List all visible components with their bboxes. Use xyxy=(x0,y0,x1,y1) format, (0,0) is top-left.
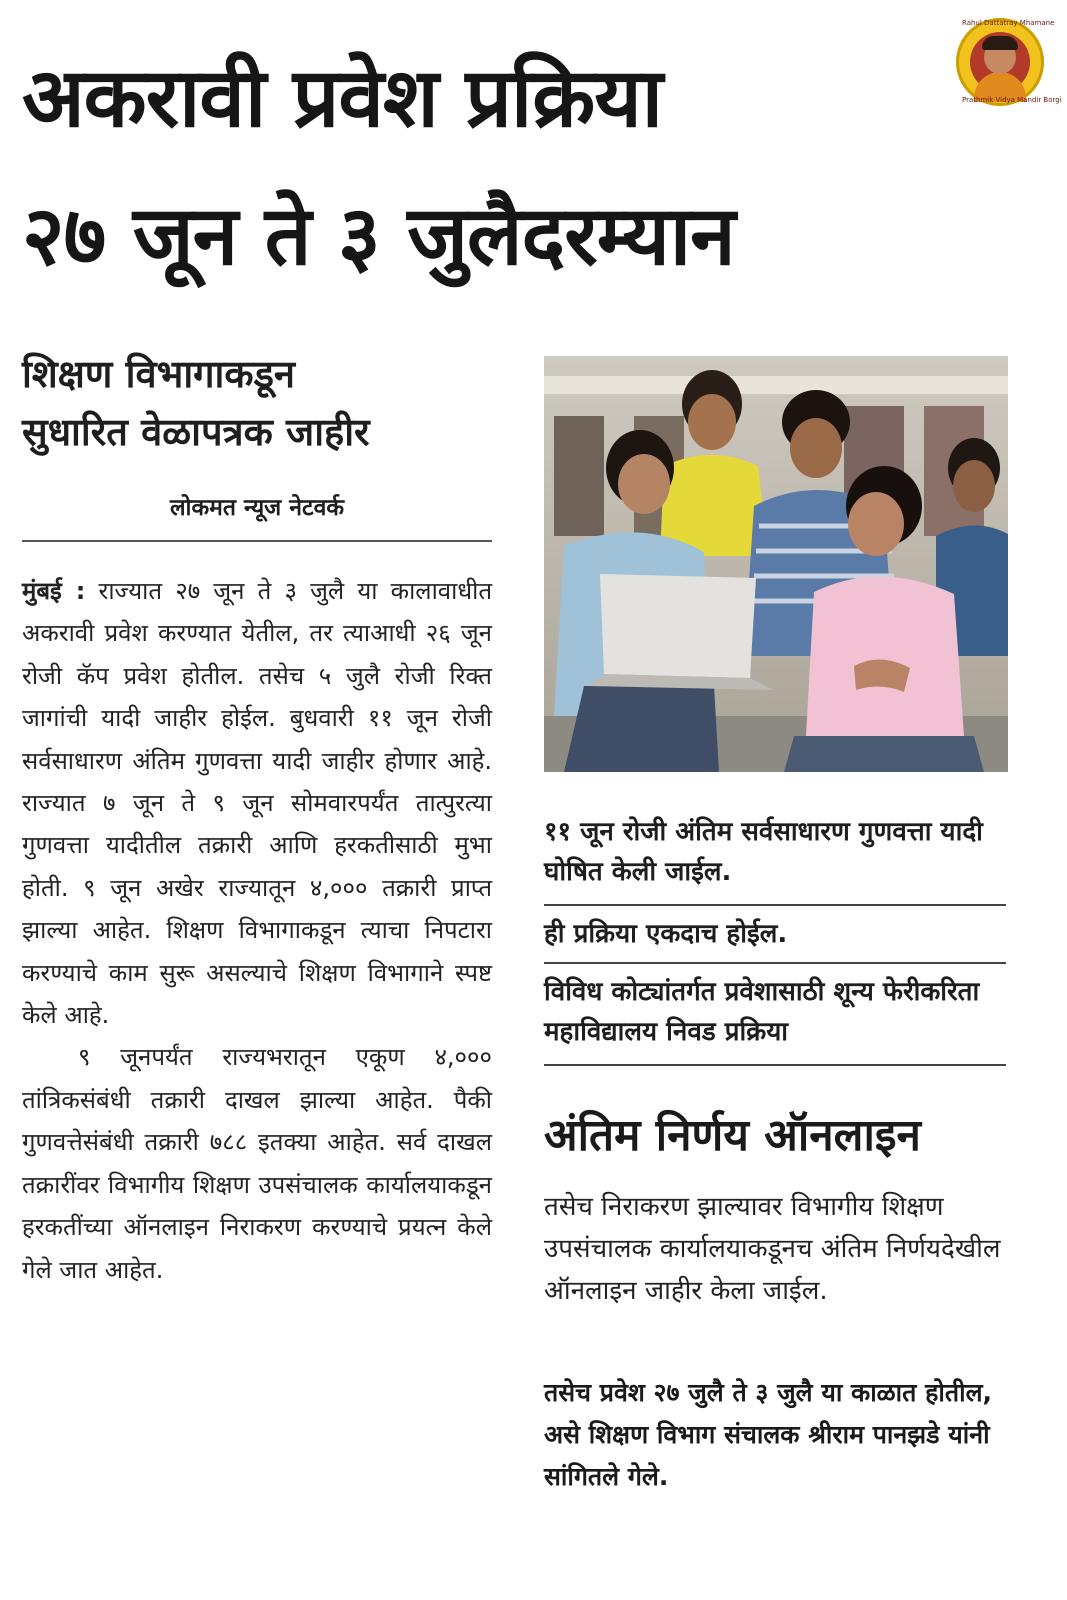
section-paragraph: तसेच निराकरण झाल्यावर विभागीय शिक्षण उपसंचालक कार्यालयाकडूनच अंतिम निर्णयदेखील ऑनलाइन जाहीर केला जाईल. xyxy=(544,1192,1001,1306)
closing-paragraph: तसेच प्रवेश २७ जुलै ते ३ जुलै या काळात होतील, असे शिक्षण विभाग संचालक श्रीराम पानझडे यांनी सांगितले गेले. xyxy=(544,1378,993,1491)
article-body xyxy=(22,570,492,1291)
highlight-2: ही प्रक्रिया एकदाच होईल. xyxy=(544,919,788,949)
dateline: मुंबई : xyxy=(22,577,86,605)
subheadline xyxy=(22,345,492,461)
body-paragraph-1 xyxy=(22,570,492,1036)
section-title: अंतिम निर्णय ऑनलाइन xyxy=(544,1110,921,1161)
byline: लोकमत न्यूज नेटवर्क xyxy=(169,495,345,521)
headline-line-1: अकरावी प्रवेश प्रक्रिया xyxy=(22,51,663,146)
highlight-divider-2 xyxy=(544,962,1006,964)
body-paragraph-2: ९ जूनपर्यंत राज्यभरातून एकूण ४,००० तांत्रिकसंबंधी तक्रारी दाखल झाल्या आहेत. पैकी गुणवत्तेसंबंधी तक्रारी ७८८ इतक्या आहेत. सर्व दाखल तक्रारींवर विभागीय शिक्षण उपसंचालक कार्यालयाकडून हरकतींच्या ऑनलाइन निराकरण करण्याचे प्रयत्न केले गेले जात आहेत. xyxy=(22,1043,492,1284)
body-paragraph-1-text: राज्यात २७ जून ते ३ जुलै या कालावाधीत अकरावी प्रवेश करण्यात येतील, तर त्याआधी २६ जून रोजी कॅप प्रवेश होतील. तसेच ५ जुलै रोजी रिक्त जागांची यादी जाहीर होईल. बुधवारी ११ जून रोजी सर्वसाधारण अंतिम गुणवत्ता यादी जाहीर होणार आहे. राज्यात ७ जून ते ९ जून सोमवारपर्यंत तात्पुरत्या गुणवत्ता यादीतील तक्रारी आणि हरकतीसाठी मुभा होती. ९ जून अखेर राज्यातून ४,००० तक्रारी प्राप्त झाल्या आहेत. शिक्षण विभागाकडून त्याचा निपटारा करण्याचे काम सुरू असल्याचे शिक्षण विभागाने स्पष्ट केले आहे. xyxy=(22,577,493,1030)
headline xyxy=(22,30,942,306)
subhead-line-1: शिक्षण विभागाकडून xyxy=(22,352,295,396)
badge-lettering xyxy=(956,18,1062,106)
badge-text-top: Rahul Dattatray Mhamane xyxy=(962,19,1055,27)
author-badge xyxy=(956,18,1062,106)
students-photo xyxy=(544,356,1008,772)
subhead-line-2: सुधारित वेळापत्रक जाहीर xyxy=(22,410,370,454)
highlight-divider-1 xyxy=(544,904,1006,906)
highlight-divider-3 xyxy=(544,1064,1006,1066)
divider xyxy=(22,540,492,542)
highlight-1: ११ जून रोजी अंतिम सर्वसाधारण गुणवत्ता यादी घोषित केली जाईल. xyxy=(544,817,983,887)
headline-line-2: २७ जून ते ३ जुलैदरम्यान xyxy=(22,189,735,284)
badge-text-bottom: Prathmik Vidya Mandir Borgi xyxy=(962,96,1062,104)
highlight-3: विविध कोट्यांतर्गत प्रवेशासाठी शून्य फेरीकरिता महाविद्यालय निवड प्रक्रिया xyxy=(544,977,980,1047)
